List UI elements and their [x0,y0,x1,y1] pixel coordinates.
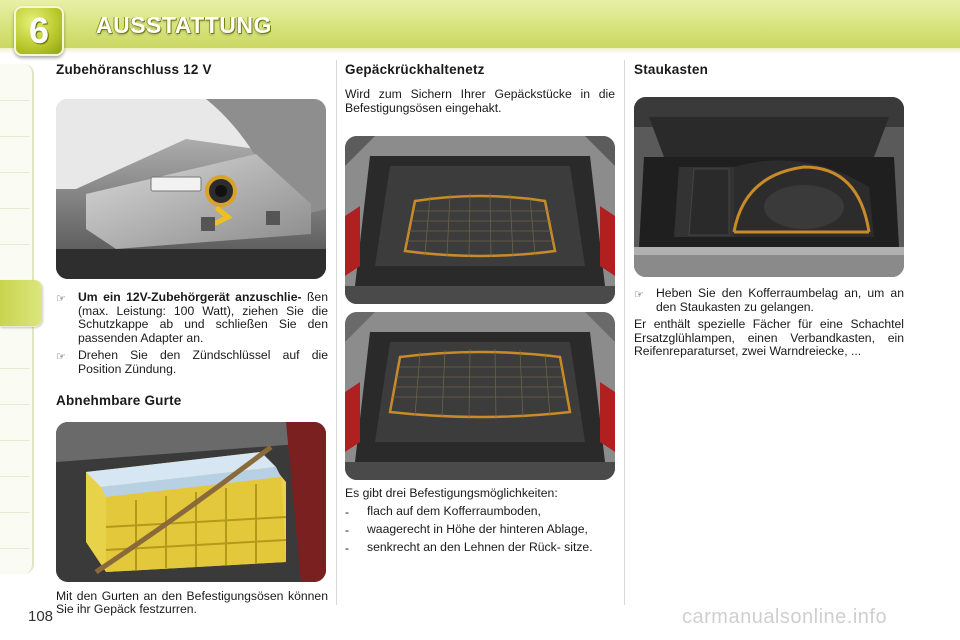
dash-marker: - [345,540,350,555]
chapter-number-badge: 6 [14,6,64,56]
photo-net-shelf [345,312,615,480]
photo-net-floor [345,136,615,304]
photo-removable-straps [56,422,326,582]
chapter-tab[interactable] [0,332,30,369]
chapter-tab[interactable] [0,404,30,441]
dash-marker: - [345,504,350,519]
chapter-title: AUSSTATTUNG [96,12,272,38]
photo-12v-socket [56,99,326,279]
list-item-text: flach auf dem Kofferraumboden, [367,503,541,518]
bullet-item [56,291,328,345]
page-number: 108 [28,608,54,625]
pointing-hand-icon: ☞ [634,289,644,301]
pointing-hand-icon: ☞ [56,293,66,305]
bullet-item [634,287,904,314]
bullet-text: Heben Sie den Kofferraumbelag an, um an den Staukasten zu gelangen. [656,286,904,314]
chapter-tab-rail [0,64,34,574]
photo-storage-box [634,97,904,277]
watermark: carmanualsonline.info [682,606,888,628]
bullet-text: ßen (max. Leistung: 100 Watt), ziehen Sie die Schutzkappe ab und schließen Sie den passenden Adapter an. [78,290,328,345]
chapter-tab[interactable] [0,64,30,101]
chapter-tab[interactable] [0,136,30,173]
list-item-text: senkrecht an den Lehnen der Rück- sitze. [367,539,593,554]
column-divider [624,60,625,605]
socket-illustration [56,99,326,279]
chapter-tab[interactable] [0,440,30,477]
pointing-hand-icon: ☞ [56,351,66,364]
bullet-strong-text: Um ein 12V-Zubehörgerät anzuschlie- [78,290,302,304]
luggage-net-intro: Wird zum Sichern Ihrer Gepäckstücke in die Befestigungsösen eingehakt. [345,87,615,115]
chapter-tab[interactable] [0,172,30,209]
list-item [345,541,615,555]
chapter-tab[interactable] [0,208,30,245]
column-luggage-net [345,60,615,555]
chapter-tab-active[interactable] [0,280,42,327]
header-strip [0,48,960,54]
chapter-tab[interactable] [0,100,30,137]
storage-box-description: Er enthält spezielle Fächer für eine Schachtel Ersatzglühlampen, einen Verbandkasten, ein Reifenreparaturset, zwei Warndreiecke, ... [634,317,904,359]
section-title-storage-box: Staukasten [634,62,709,77]
list-item [345,505,615,519]
straps-description: Mit den Gurten an den Befestigungsösen können Sie ihr Gepäck festzurren. [56,588,328,617]
net-shelf-illustration [345,312,615,480]
chapter-tab[interactable] [0,368,30,405]
list-item-text: waagerecht in Höhe der hinteren Ablage, [367,521,588,536]
straps-illustration [56,422,326,582]
storage-box-illustration [634,97,904,277]
chapter-tab[interactable] [0,476,30,513]
section-title-accessory-socket: Zubehöranschluss 12 V [56,62,212,77]
bullet-text: Drehen Sie den Zündschlüssel auf die Position Zündung. [78,348,328,376]
list-item [345,523,615,537]
column-storage-box [634,60,904,359]
column-accessory-socket [56,60,328,617]
chapter-tab[interactable] [0,512,30,549]
column-divider [336,60,337,605]
bullet-item [56,349,328,376]
net-floor-illustration [345,136,615,304]
section-title-removable-straps: Abnehmbare Gurte [56,392,182,408]
fastening-options-intro: Es gibt drei Befestigungsmöglichkeiten: [345,486,558,501]
dash-marker: - [345,522,350,537]
section-title-luggage-net: Gepäckrückhaltenetz [345,62,485,77]
